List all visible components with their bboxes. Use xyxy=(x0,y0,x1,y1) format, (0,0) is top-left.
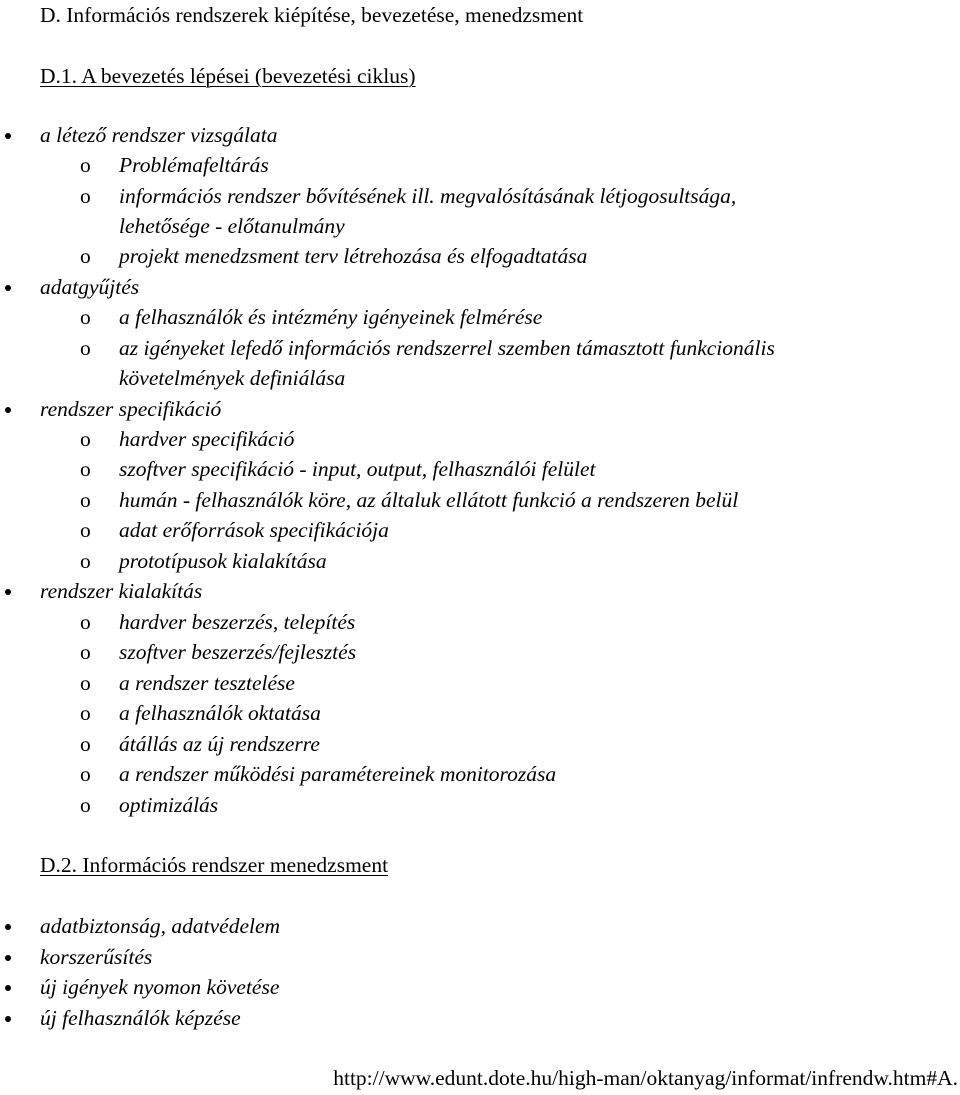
sub-bullet-marker: o xyxy=(80,701,91,725)
sub-list-item: Problémafeltárás xyxy=(119,153,269,177)
sub-list-item: projekt menedzsment terv létrehozása és elfogadtatása xyxy=(119,244,588,268)
sub-bullet-marker: o xyxy=(80,457,91,481)
list-item: adatgyűjtés xyxy=(40,275,140,299)
sub-bullet-marker: o xyxy=(80,762,91,786)
sub-bullet-marker: o xyxy=(80,336,91,360)
source-url: http://www.edunt.dote.hu/high-man/oktanyag/informat/infrendw.htm#A. xyxy=(333,1066,958,1090)
section-title-d1: D.1. A bevezetés lépései (bevezetési ciklus) xyxy=(40,64,416,88)
sub-list-item: hardver specifikáció xyxy=(119,427,295,451)
sub-bullet-marker: o xyxy=(80,640,91,664)
bullet-marker xyxy=(5,285,11,291)
document-heading: D. Információs rendszerek kiépítése, bevezetése, menedzsment xyxy=(40,3,584,27)
sub-bullet-marker: o xyxy=(80,518,91,542)
sub-list-item: prototípusok kialakítása xyxy=(119,549,327,573)
bullet-marker xyxy=(5,985,11,991)
list-item: rendszer specifikáció xyxy=(40,397,222,421)
sub-list-item: a felhasználók és intézmény igényeinek felmérése xyxy=(119,305,543,329)
sub-list-item: információs rendszer bővítésének ill. megvalósításának létjogosultsága, xyxy=(119,184,737,208)
bullet-marker xyxy=(5,924,11,930)
sub-list-item: az igényeket lefedő információs rendszerrel szemben támasztott funkcionális xyxy=(119,336,775,360)
bullet-marker xyxy=(5,589,11,595)
sub-bullet-marker: o xyxy=(80,427,91,451)
sub-list-item: adat erőforrások specifikációja xyxy=(119,518,389,542)
bullet-marker xyxy=(5,1016,11,1022)
bullet-marker xyxy=(5,133,11,139)
sub-bullet-marker: o xyxy=(80,244,91,268)
sub-bullet-marker: o xyxy=(80,793,91,817)
list-item: új felhasználók képzése xyxy=(40,1006,241,1030)
list-item: rendszer kialakítás xyxy=(40,579,203,603)
list-item: korszerűsítés xyxy=(40,945,153,969)
sub-bullet-marker: o xyxy=(80,488,91,512)
sub-list-item: a rendszer működési paramétereinek monitorozása xyxy=(119,762,557,786)
sub-bullet-marker: o xyxy=(80,153,91,177)
sub-list-item: humán - felhasználók köre, az általuk ellátott funkció a rendszeren belül xyxy=(119,488,739,512)
list-item: új igények nyomon követése xyxy=(40,975,280,999)
sub-bullet-marker: o xyxy=(80,305,91,329)
sub-list-item-continuation: követelmények definiálása xyxy=(119,366,346,390)
sub-list-item: átállás az új rendszerre xyxy=(119,732,320,756)
sub-bullet-marker: o xyxy=(80,732,91,756)
bullet-marker xyxy=(5,407,11,413)
sub-bullet-marker: o xyxy=(80,549,91,573)
list-item: a létező rendszer vizsgálata xyxy=(40,123,278,147)
sub-bullet-marker: o xyxy=(80,184,91,208)
sub-list-item: hardver beszerzés, telepítés xyxy=(119,610,356,634)
list-item: adatbiztonság, adatvédelem xyxy=(40,914,281,938)
sub-list-item-continuation: lehetősége - előtanulmány xyxy=(119,214,345,238)
sub-list-item: szoftver specifikáció - input, output, felhasználói felület xyxy=(119,457,596,481)
sub-list-item: a felhasználók oktatása xyxy=(119,701,321,725)
sub-list-item: optimizálás xyxy=(119,793,219,817)
sub-bullet-marker: o xyxy=(80,610,91,634)
sub-list-item: a rendszer tesztelése xyxy=(119,671,295,695)
bullet-marker xyxy=(5,955,11,961)
sub-list-item: szoftver beszerzés/fejlesztés xyxy=(119,640,357,664)
section-title-d2: D.2. Információs rendszer menedzsment xyxy=(40,853,389,877)
sub-bullet-marker: o xyxy=(80,671,91,695)
